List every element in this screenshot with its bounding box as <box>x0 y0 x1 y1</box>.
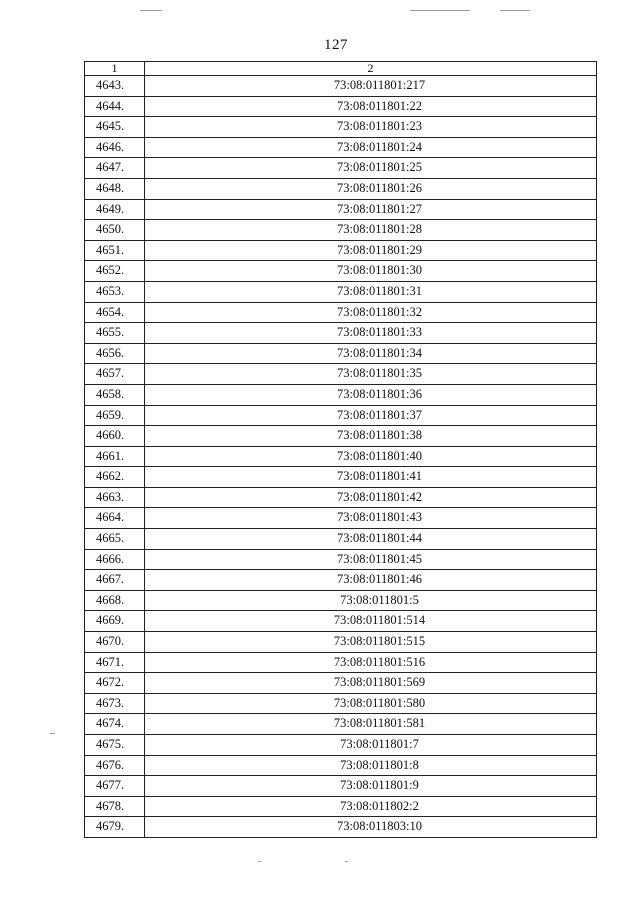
scan-speck <box>500 10 530 11</box>
page-number: 127 <box>324 37 348 53</box>
table-row <box>85 549 597 570</box>
row-number-cell: 4662. <box>85 467 145 488</box>
cadastral-number-cell: 73:08:011801:28 <box>145 220 597 241</box>
table-row <box>85 384 597 405</box>
table-row <box>85 693 597 714</box>
cadastral-number-cell: 73:08:011801:38 <box>145 426 597 447</box>
table-row <box>85 611 597 632</box>
cadastral-number-cell: 73:08:011801:7 <box>145 735 597 756</box>
row-number-cell: 4673. <box>85 693 145 714</box>
cadastral-number-cell: 73:08:011801:37 <box>145 405 597 426</box>
row-number-cell: 4653. <box>85 281 145 302</box>
table-row <box>85 96 597 117</box>
cadastral-number-cell: 73:08:011801:23 <box>145 117 597 138</box>
table-row <box>85 323 597 344</box>
row-number-cell: 4667. <box>85 570 145 591</box>
column-header-cadastral-number: 2 <box>145 62 597 76</box>
scan-speck <box>345 861 348 862</box>
cadastral-number-cell: 73:08:011801:581 <box>145 714 597 735</box>
table-row <box>85 76 597 97</box>
column-header-number: 1 <box>85 62 145 76</box>
cadastral-number-cell: 73:08:011801:217 <box>145 76 597 97</box>
row-number-cell: 4646. <box>85 137 145 158</box>
cadastral-number-cell: 73:08:011801:44 <box>145 529 597 550</box>
table-row <box>85 364 597 385</box>
row-number-cell: 4659. <box>85 405 145 426</box>
row-number-cell: 4651. <box>85 240 145 261</box>
table-row <box>85 570 597 591</box>
cadastral-number-cell: 73:08:011801:42 <box>145 487 597 508</box>
table-row <box>85 446 597 467</box>
cadastral-number-cell: 73:08:011801:569 <box>145 673 597 694</box>
table-row <box>85 817 597 838</box>
table-row <box>85 776 597 797</box>
cadastral-number-cell: 73:08:011801:22 <box>145 96 597 117</box>
cadastral-number-cell: 73:08:011801:580 <box>145 693 597 714</box>
table-row <box>85 137 597 158</box>
row-number-cell: 4645. <box>85 117 145 138</box>
table-row <box>85 487 597 508</box>
cadastral-number-cell: 73:08:011801:9 <box>145 776 597 797</box>
cadastral-number-cell: 73:08:011801:27 <box>145 199 597 220</box>
row-number-cell: 4648. <box>85 178 145 199</box>
cadastral-number-cell: 73:08:011801:514 <box>145 611 597 632</box>
table-row <box>85 735 597 756</box>
scan-speck <box>140 10 162 11</box>
table-row <box>85 220 597 241</box>
table-row <box>85 467 597 488</box>
cadastral-number-cell: 73:08:011801:30 <box>145 261 597 282</box>
row-number-cell: 4643. <box>85 76 145 97</box>
table-row <box>85 343 597 364</box>
table-row <box>85 281 597 302</box>
cadastral-number-cell: 73:08:011801:41 <box>145 467 597 488</box>
cadastral-number-cell: 73:08:011801:26 <box>145 178 597 199</box>
row-number-cell: 4676. <box>85 755 145 776</box>
row-number-cell: 4657. <box>85 364 145 385</box>
table-row <box>85 158 597 179</box>
cadastral-number-cell: 73:08:011801:516 <box>145 652 597 673</box>
cadastral-number-cell: 73:08:011801:515 <box>145 632 597 653</box>
row-number-cell: 4656. <box>85 343 145 364</box>
table-row <box>85 652 597 673</box>
cadastral-number-cell: 73:08:011801:5 <box>145 590 597 611</box>
cadastral-number-cell: 73:08:011802:2 <box>145 796 597 817</box>
row-number-cell: 4666. <box>85 549 145 570</box>
table-row <box>85 405 597 426</box>
cadastral-number-cell: 73:08:011801:43 <box>145 508 597 529</box>
row-number-cell: 4652. <box>85 261 145 282</box>
row-number-cell: 4655. <box>85 323 145 344</box>
row-number-cell: 4650. <box>85 220 145 241</box>
table-row <box>85 755 597 776</box>
table-row <box>85 199 597 220</box>
cadastral-register-table <box>84 61 597 838</box>
table-row <box>85 590 597 611</box>
cadastral-number-cell: 73:08:011801:33 <box>145 323 597 344</box>
table-body <box>85 76 597 838</box>
table-row <box>85 178 597 199</box>
row-number-cell: 4664. <box>85 508 145 529</box>
table-row <box>85 632 597 653</box>
row-number-cell: 4672. <box>85 673 145 694</box>
cadastral-number-cell: 73:08:011801:36 <box>145 384 597 405</box>
table-row <box>85 796 597 817</box>
cadastral-number-cell: 73:08:011801:32 <box>145 302 597 323</box>
table-row <box>85 426 597 447</box>
row-number-cell: 4661. <box>85 446 145 467</box>
table-row <box>85 673 597 694</box>
row-number-cell: 4644. <box>85 96 145 117</box>
table-header-row <box>85 62 597 76</box>
row-number-cell: 4669. <box>85 611 145 632</box>
scan-speck <box>50 733 55 734</box>
table-row <box>85 508 597 529</box>
row-number-cell: 4670. <box>85 632 145 653</box>
table-row <box>85 529 597 550</box>
row-number-cell: 4668. <box>85 590 145 611</box>
cadastral-number-cell: 73:08:011801:34 <box>145 343 597 364</box>
scan-speck <box>258 861 261 862</box>
row-number-cell: 4677. <box>85 776 145 797</box>
row-number-cell: 4663. <box>85 487 145 508</box>
row-number-cell: 4660. <box>85 426 145 447</box>
table-row <box>85 714 597 735</box>
cadastral-number-cell: 73:08:011801:8 <box>145 755 597 776</box>
cadastral-number-cell: 73:08:011801:29 <box>145 240 597 261</box>
cadastral-number-cell: 73:08:011801:40 <box>145 446 597 467</box>
row-number-cell: 4671. <box>85 652 145 673</box>
cadastral-number-cell: 73:08:011801:24 <box>145 137 597 158</box>
row-number-cell: 4675. <box>85 735 145 756</box>
row-number-cell: 4678. <box>85 796 145 817</box>
row-number-cell: 4649. <box>85 199 145 220</box>
cadastral-number-cell: 73:08:011801:46 <box>145 570 597 591</box>
cadastral-number-cell: 73:08:011801:31 <box>145 281 597 302</box>
row-number-cell: 4674. <box>85 714 145 735</box>
table-row <box>85 117 597 138</box>
cadastral-number-cell: 73:08:011801:35 <box>145 364 597 385</box>
row-number-cell: 4647. <box>85 158 145 179</box>
table-row <box>85 240 597 261</box>
cadastral-number-cell: 73:08:011801:25 <box>145 158 597 179</box>
table-row <box>85 261 597 282</box>
row-number-cell: 4654. <box>85 302 145 323</box>
cadastral-number-cell: 73:08:011801:45 <box>145 549 597 570</box>
cadastral-number-cell: 73:08:011803:10 <box>145 817 597 838</box>
row-number-cell: 4658. <box>85 384 145 405</box>
row-number-cell: 4665. <box>85 529 145 550</box>
table-row <box>85 302 597 323</box>
row-number-cell: 4679. <box>85 817 145 838</box>
scan-speck <box>410 10 470 11</box>
